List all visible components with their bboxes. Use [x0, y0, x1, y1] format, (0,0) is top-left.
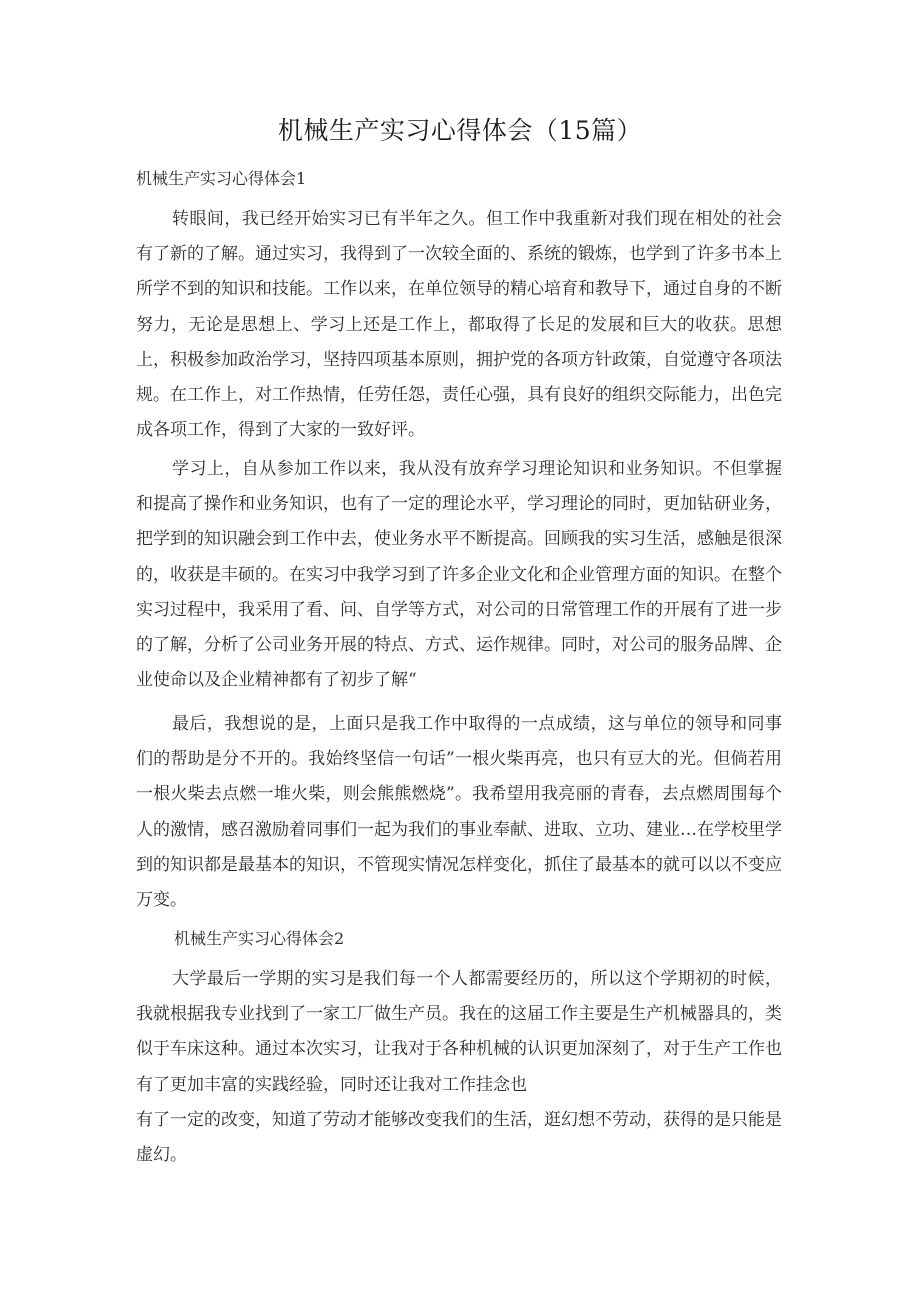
- document-title: 机械生产实习心得体会（15篇）: [277, 116, 643, 145]
- paragraph: 转眼间，我已经开始实习已有半年之久。但工作中我重新对我们现在相处的社会有了新的了解。通过实习，我得到了一次较全面的、系统的锻炼，也学到了许多书本上所学不到的知识和技能。工作以来，在单位领导的精心培育和教导下，通过自身的不断努力，无论是思想上、学习上还是工作上，都取得了长足的发展和巨大的收获。思想上，积极参加政治学习，坚持四项基本原则，拥护党的各项方针政策，自觉遵守各项法规。在工作上，对工作热情，任劳任怨，责任心强，具有良好的组织交际能力，出色完成各项工作，得到了大家的一致好评。: [136, 209, 782, 441]
- paragraph: 大学最后一学期的实习是我们每一个人都需要经历的，所以这个学期初的时候，我就根据我专业找到了一家工厂做生产员。我在的这届工作主要是生产机械器具的，类似于车床这种。通过本次实习，让我对于各种机械的认识更加深刻了，对于生产工作也有了更加丰富的实践经验，同时还让我对工作挂念也: [136, 969, 782, 1095]
- paragraph: 最后，我想说的是，上面只是我工作中取得的一点成绩，这与单位的领导和同事们的帮助是分不开的。我始终坚信一句话”一根火柴再亮，也只有豆大的光。但倘若用一根火柴去点燃一堆火柴，则会熊熊燃烧”。我希望用我亮丽的青春，去点燃周围每个人的激情，感召激励着同事们一起为我们的事业奉献、进取、立功、建业…在学校里学到的知识都是最基本的知识，不管现实情况怎样变化，抓住了最基本的就可以以不变应万变。: [136, 714, 782, 911]
- section-heading-2: 机械生产实习心得体会2: [174, 929, 345, 948]
- paragraph: 有了一定的改变，知道了劳动才能够改变我们的生活，逛幻想不劳动，获得的是只能是虚幻。: [136, 1110, 782, 1166]
- section-heading-1: 机械生产实习心得体会1: [136, 169, 307, 188]
- paragraph: 学习上，自从参加工作以来，我从没有放弃学习理论知识和业务知识。不但掌握和提高了操作和业务知识，也有了一定的理论水平，学习理论的同时，更加钻研业务，把学到的知识融会到工作中去，使业务水平不断提高。回顾我的实习生活，感触是很深的，收获是丰硕的。在实习中我学习到了许多企业文化和企业管理方面的知识。在整个实习过程中，我采用了看、问、自学等方式，对公司的日常管理工作的开展有了进一步的了解，分析了公司业务开展的特点、方式、运作规律。同时，对公司的服务品牌、企业使命以及企业精神都有了初步了解“: [136, 459, 782, 691]
